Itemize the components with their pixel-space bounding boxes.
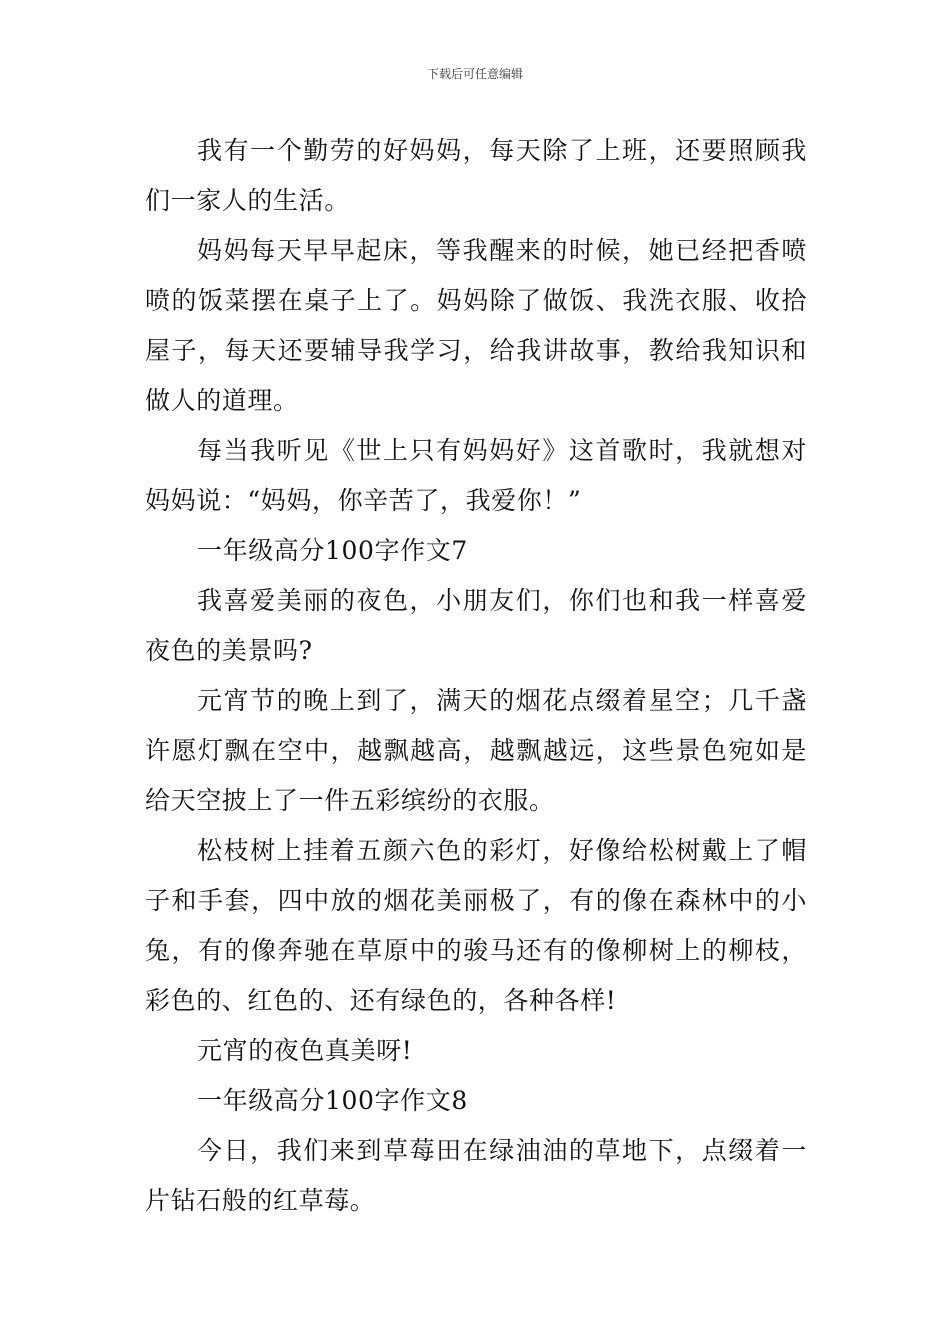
paragraph-7: 元宵的夜色真美呀! [197, 1036, 413, 1065]
paragraph-3: 每当我听见《世上只有妈妈好》这首歌时，我就想对妈妈说：“妈妈，你辛苦了，我爱你！” [145, 436, 807, 515]
paragraph-6: 松枝树上挂着五颜六色的彩灯，好像给松树戴上了帽子和手套，四中放的烟花美丽极了，有的像在森林中的小兔，有的像奔驰在草原中的骏马还有的像柳树上的柳枝，彩色的、红色的、还有绿色的，各种各样! [145, 836, 807, 1015]
paragraph-1: 我有一个勤劳的好妈妈，每天除了上班，还要照顾我们一家人的生活。 [145, 136, 807, 215]
document-body [145, 126, 807, 1226]
section-heading-7: 一年级高分100字作文7 [197, 536, 468, 565]
paragraph-8: 今日，我们来到草莓田在绿油油的草地下，点缀着一片钻石般的红草莓。 [145, 1136, 807, 1215]
paragraph-5: 元宵节的晚上到了，满天的烟花点缀着星空；几千盏许愿灯飘在空中，越飘越高，越飘越远，这些景色宛如是给天空披上了一件五彩缤纷的衣服。 [145, 686, 807, 815]
section-heading-8: 一年级高分100字作文8 [197, 1086, 468, 1115]
paragraph-4: 我喜爱美丽的夜色，小朋友们，你们也和我一样喜爱夜色的美景吗? [145, 586, 807, 665]
page-header: 下载后可任意编辑 [426, 67, 523, 81]
paragraph-2: 妈妈每天早早起床，等我醒来的时候，她已经把香喷喷的饭菜摆在桌子上了。妈妈除了做饭、我洗衣服、收拾屋子，每天还要辅导我学习，给我讲故事，教给我知识和做人的道理。 [145, 236, 807, 415]
